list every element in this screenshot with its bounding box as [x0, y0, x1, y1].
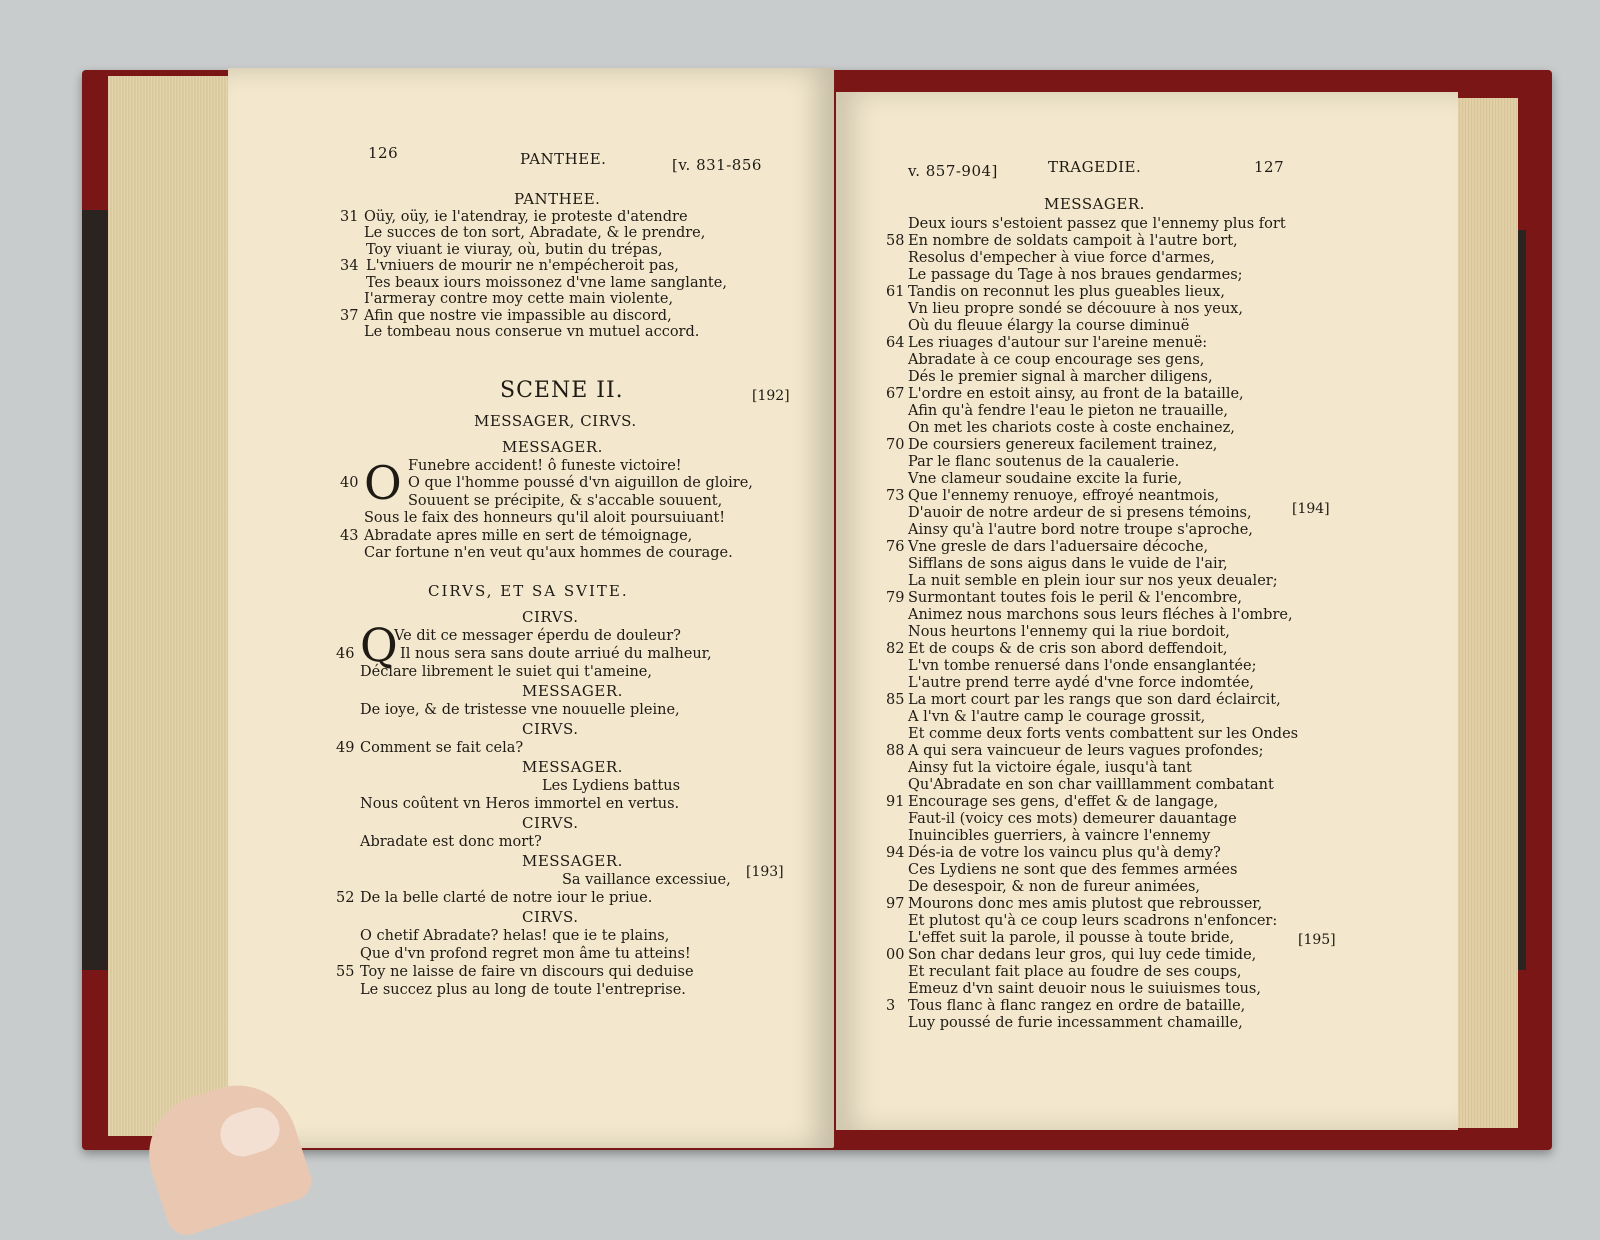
verse-line: Ces Lydiens ne sont que des femmes armées — [908, 862, 1238, 878]
dropcap-q: Q — [360, 618, 398, 672]
verse-line: De coursiers genereux facilement trainez, — [908, 437, 1218, 453]
verse-number: 40 — [340, 475, 359, 491]
speaker-label: CIRVS. — [522, 814, 579, 832]
verse-number: 76 — [886, 539, 905, 555]
verse-line: Comment se fait cela? — [360, 740, 524, 756]
verse-line: Son char dedans leur gros, qui luy cede timide, — [908, 947, 1257, 963]
verse-line: Qu'Abradate en son char vailllamment combatant — [908, 777, 1274, 793]
right-page — [836, 92, 1458, 1130]
verse-line: I'armeray contre moy cette main violente, — [364, 291, 674, 307]
verse-number: 97 — [886, 896, 905, 912]
speaker-label: CIRVS. — [522, 720, 579, 738]
verse-line: Toy viuant ie viuray, où, butin du trépas, — [366, 241, 663, 258]
verse-line: Dés le premier signal à marcher diligens, — [908, 369, 1213, 385]
verse-line: O chetif Abradate? helas! que ie te plains, — [360, 928, 670, 944]
verse-line: Tous flanc à flanc rangez en ordre de bataille, — [908, 998, 1246, 1014]
verse-line: L'vn tombe renuersé dans l'onde ensanglantée; — [908, 658, 1257, 674]
verse-line: Encourage ses gens, d'effet & de langage, — [908, 794, 1219, 810]
verse-line: Nous heurtons l'ennemy qui la riue bordoit, — [908, 624, 1230, 640]
verse-line: De la belle clarté de notre iour le priue. — [360, 890, 653, 906]
verse-line: Que d'vn profond regret mon âme tu atteins! — [360, 946, 691, 962]
verse-line: Deux iours s'estoient passez que l'ennemy plus fort — [908, 216, 1286, 232]
verse-range-left: [v. 831-856 — [672, 156, 762, 174]
verse-line: Que l'ennemy renuoye, effroyé neantmois, — [908, 488, 1220, 504]
verse-line: O que l'homme poussé d'vn aiguillon de gloire, — [408, 475, 753, 491]
verse-number: 37 — [340, 307, 359, 324]
verse-line: Abradate à ce coup encourage ses gens, — [908, 352, 1205, 368]
verse-number: 94 — [886, 845, 905, 861]
verse-line: Les Lydiens battus — [542, 778, 681, 794]
speaker-label: CIRVS. — [522, 908, 579, 926]
verse-number: 61 — [886, 284, 905, 300]
verse-line: Et plutost qu'à ce coup leurs scadrons n'enfoncer: — [908, 913, 1278, 929]
scene-cast: MESSAGER, CIRVS. — [474, 412, 637, 430]
suite-heading: CIRVS, ET SA SVITE. — [428, 582, 629, 600]
verse-number: 67 — [886, 386, 905, 402]
verse-number: 79 — [886, 590, 905, 606]
verse-line: L'autre prend terre aydé d'vne force indomtée, — [908, 675, 1255, 691]
verse-number: 49 — [336, 740, 355, 756]
verse-line: L'ordre en estoit ainsy, au front de la bataille, — [908, 386, 1244, 402]
verse-line: Déclare librement le suiet qui t'ameine, — [360, 664, 652, 680]
verse-line: Faut-il (voicy ces mots) demeurer dauantage — [908, 811, 1237, 827]
verse-line: Abradate est donc mort? — [360, 834, 542, 850]
verse-line: Luy poussé de furie incessamment chamaille, — [908, 1015, 1243, 1031]
verse-line: Mourons donc mes amis plutost que rebrousser, — [908, 896, 1263, 912]
verse-line: La nuit semble en plein iour sur nos yeux deualer; — [908, 573, 1278, 589]
speaker-label: PANTHEE. — [514, 190, 601, 208]
verse-line: Vne gresle de dars l'aduersaire décoche, — [908, 539, 1209, 555]
verse-line: Vn lieu propre sondé se découure à nos yeux, — [908, 301, 1243, 317]
verse-number: 73 — [886, 488, 905, 504]
verse-number: 34 — [340, 258, 359, 274]
verse-number: 46 — [336, 646, 355, 662]
verse-line: Sous le faix des honneurs qu'il aloit poursuiuant! — [364, 510, 726, 526]
verse-line: Surmontant toutes fois le peril & l'encombre, — [908, 590, 1242, 606]
verse-number: 55 — [336, 964, 355, 980]
verse-line: L'effet suit la parole, il pousse à toute bride, — [908, 930, 1235, 946]
verse-line: Et reculant fait place au foudre de ses coups, — [908, 964, 1242, 980]
scene-title: SCENE II. — [500, 378, 624, 403]
verse-line: Toy ne laisse de faire vn discours qui deduise — [360, 964, 694, 980]
marker-195: [195] — [1298, 932, 1336, 948]
verse-number: 85 — [886, 692, 905, 708]
verse-line: Le passage du Tage à nos braues gendarmes; — [908, 267, 1243, 283]
verse-number: 70 — [886, 437, 905, 453]
verse-line: Le succez plus au long de toute l'entreprise. — [360, 982, 686, 998]
verse-line: Animez nous marchons sous leurs fléches à l'ombre, — [908, 607, 1293, 623]
verse-line: Les riuages d'autour sur l'areine menuë: — [908, 335, 1208, 351]
verse-line: Emeuz d'vn saint deuoir nous le suiuismes tous, — [908, 981, 1261, 997]
verse-line: Et de coups & de cris son abord deffendoit, — [908, 641, 1228, 657]
verse-line: L'vniuers de mourir ne n'empécheroit pas, — [366, 258, 679, 274]
running-title-left: PANTHEE. — [520, 150, 607, 168]
speaker-label: MESSAGER. — [522, 852, 623, 870]
verse-line: En nombre de soldats campoit à l'autre bort, — [908, 233, 1238, 249]
verse-line: La mort court par les rangs que son dard éclaircit, — [908, 692, 1281, 708]
speaker-label: CIRVS. — [522, 608, 579, 626]
verse-line: Afin que nostre vie impassible au discord, — [364, 307, 672, 324]
verse-line: D'auoir de notre ardeur de si presens témoins, — [908, 505, 1252, 521]
verse-line: De ioye, & de tristesse vne nouuelle pleine, — [360, 702, 680, 718]
verse-line: Car fortune n'en veut qu'aux hommes de courage. — [364, 545, 733, 561]
verse-line: Sa vaillance excessiue, — [562, 872, 731, 888]
verse-line: Sifflans de sons aigus dans le vuide de l'air, — [908, 556, 1228, 572]
verse-line: Ve dit ce messager éperdu de douleur? — [394, 628, 681, 644]
verse-line: De desespoir, & non de fureur animées, — [908, 879, 1201, 895]
speaker-label: MESSAGER. — [522, 758, 623, 776]
verse-line: Funebre accident! ô funeste victoire! — [408, 457, 682, 474]
marker-194: [194] — [1292, 501, 1330, 517]
page-edges-left — [108, 76, 238, 1136]
dropcap-o: O — [364, 456, 402, 510]
verse-number: 91 — [886, 794, 905, 810]
verse-line: Le tombeau nous conserue vn mutuel accord. — [364, 324, 700, 340]
speaker-label: MESSAGER. — [522, 682, 623, 700]
verse-range-right: v. 857-904] — [908, 162, 998, 180]
verse-line: Par le flanc soutenus de la caualerie. — [908, 454, 1180, 470]
verse-line: Dés-ia de votre los vaincu plus qu'à demy? — [908, 845, 1221, 861]
verse-line: Et comme deux forts vents combattent sur les Ondes — [908, 726, 1299, 742]
verse-line: Tes beaux iours moissonez d'vne lame sanglante, — [366, 274, 727, 291]
verse-number: 88 — [886, 743, 905, 759]
marker-192: [192] — [752, 388, 790, 404]
verse-line: A l'vn & l'autre camp le courage grossit, — [908, 709, 1206, 725]
page-number-right: 127 — [1254, 158, 1285, 176]
verse-line: Abradate apres mille en sert de témoignage, — [364, 527, 693, 544]
verse-number: 82 — [886, 641, 905, 657]
verse-line: Oüy, oüy, ie l'atendray, ie proteste d'atendre — [364, 208, 688, 225]
verse-number: 31 — [340, 208, 359, 225]
verse-line: Il nous sera sans doute arriué du malheur, — [400, 646, 712, 662]
verse-line: Inuincibles guerriers, à vaincre l'ennemy — [908, 828, 1211, 844]
verse-line: Vne clameur soudaine excite la furie, — [908, 471, 1183, 487]
verse-number: 52 — [336, 890, 355, 906]
verse-line: Souuent se précipite, & s'accable souuent, — [408, 492, 723, 509]
verse-line: A qui sera vaincueur de leurs vagues profondes; — [908, 743, 1264, 759]
left-page — [228, 68, 834, 1148]
running-title-right: TRAGEDIE. — [1048, 158, 1142, 176]
speaker-messager-right: MESSAGER. — [1044, 195, 1145, 213]
verse-number: 43 — [340, 527, 359, 544]
verse-line: Le succes de ton sort, Abradate, & le prendre, — [364, 225, 706, 241]
verse-line: Tandis on reconnut les plus gueables lieux, — [908, 284, 1225, 300]
verse-number: 64 — [886, 335, 905, 351]
verse-number: 00 — [886, 947, 905, 963]
page-number-left: 126 — [368, 144, 399, 162]
marker-193: [193] — [746, 864, 784, 880]
verse-line: On met les chariots coste à coste enchainez, — [908, 420, 1235, 436]
verse-line: Ainsy qu'à l'autre bord notre troupe s'aproche, — [908, 522, 1253, 538]
verse-line: Ainsy fut la victoire égale, iusqu'à tant — [908, 760, 1192, 776]
verse-line: Où du fleuue élargy la course diminuë — [908, 318, 1190, 334]
verse-line: Nous coûtent vn Heros immortel en vertus. — [360, 796, 680, 812]
verse-number: 58 — [886, 233, 905, 249]
verse-number: 3 — [886, 998, 896, 1014]
speaker-label: MESSAGER. — [502, 438, 603, 456]
verse-line: Afin qu'à fendre l'eau le pieton ne trauaille, — [908, 403, 1229, 419]
verse-line: Resolus d'empecher à viue force d'armes, — [908, 250, 1215, 266]
